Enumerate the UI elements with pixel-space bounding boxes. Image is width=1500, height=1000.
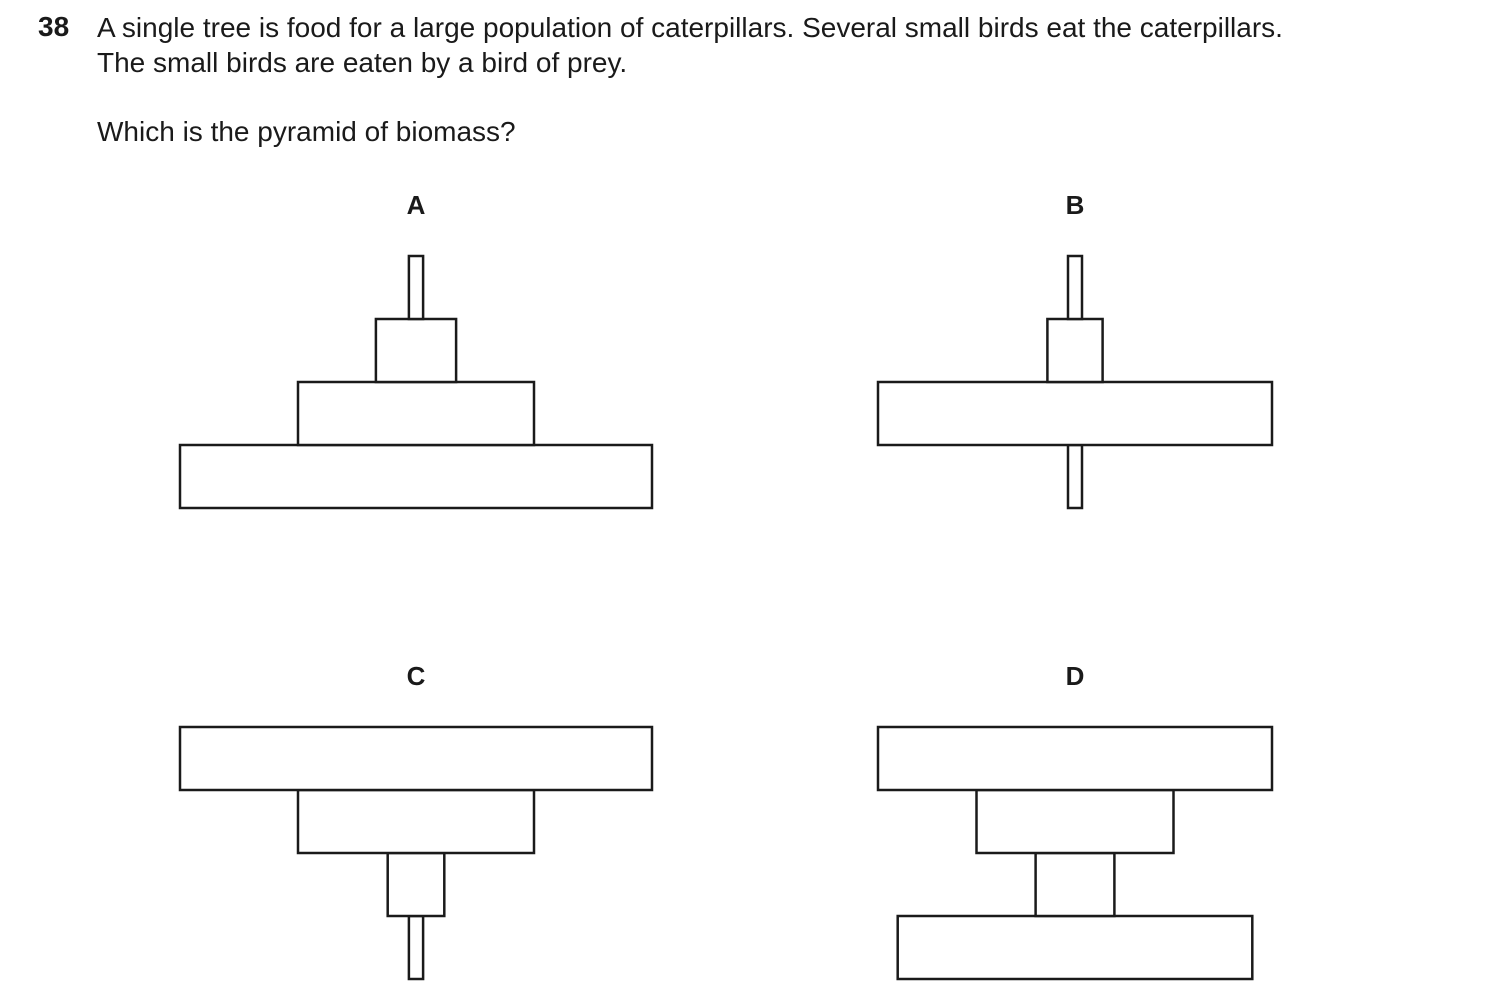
pyramid-a-level-1 (180, 445, 652, 508)
option-label-a: A (406, 190, 426, 220)
pyramid-b-level-4 (1068, 256, 1082, 319)
pyramid-c-level-4 (180, 727, 652, 790)
pyramid-a-level-3 (376, 319, 456, 382)
stem-line-1: A single tree is food for a large population of caterpillars. Several small birds eat the caterpillars. (97, 12, 1283, 43)
option-label-b: B (1065, 190, 1085, 220)
pyramid-a (180, 256, 652, 508)
pyramid-c-level-1 (409, 916, 423, 979)
stem-line-2: The small birds are eaten by a bird of prey. (97, 47, 628, 78)
pyramid-b-level-3 (1047, 319, 1102, 382)
pyramid-a-level-2 (298, 382, 534, 445)
pyramid-b-level-1 (1068, 445, 1082, 508)
option-label-d: D (1065, 661, 1085, 691)
pyramid-c-level-3 (298, 790, 534, 853)
pyramid-d (878, 727, 1272, 979)
pyramid-b-level-2 (878, 382, 1272, 445)
pyramid-d-level-4 (878, 727, 1272, 790)
option-label-c: C (406, 661, 426, 691)
pyramid-b (878, 256, 1272, 508)
pyramid-c (180, 727, 652, 979)
pyramid-c-level-2 (388, 853, 445, 916)
question-prompt: Which is the pyramid of biomass? (97, 116, 516, 147)
pyramid-d-level-2 (1036, 853, 1115, 916)
pyramid-a-level-4 (409, 256, 423, 319)
pyramid-d-level-1 (898, 916, 1253, 979)
pyramid-d-level-3 (977, 790, 1174, 853)
question-number: 38 (38, 11, 70, 42)
